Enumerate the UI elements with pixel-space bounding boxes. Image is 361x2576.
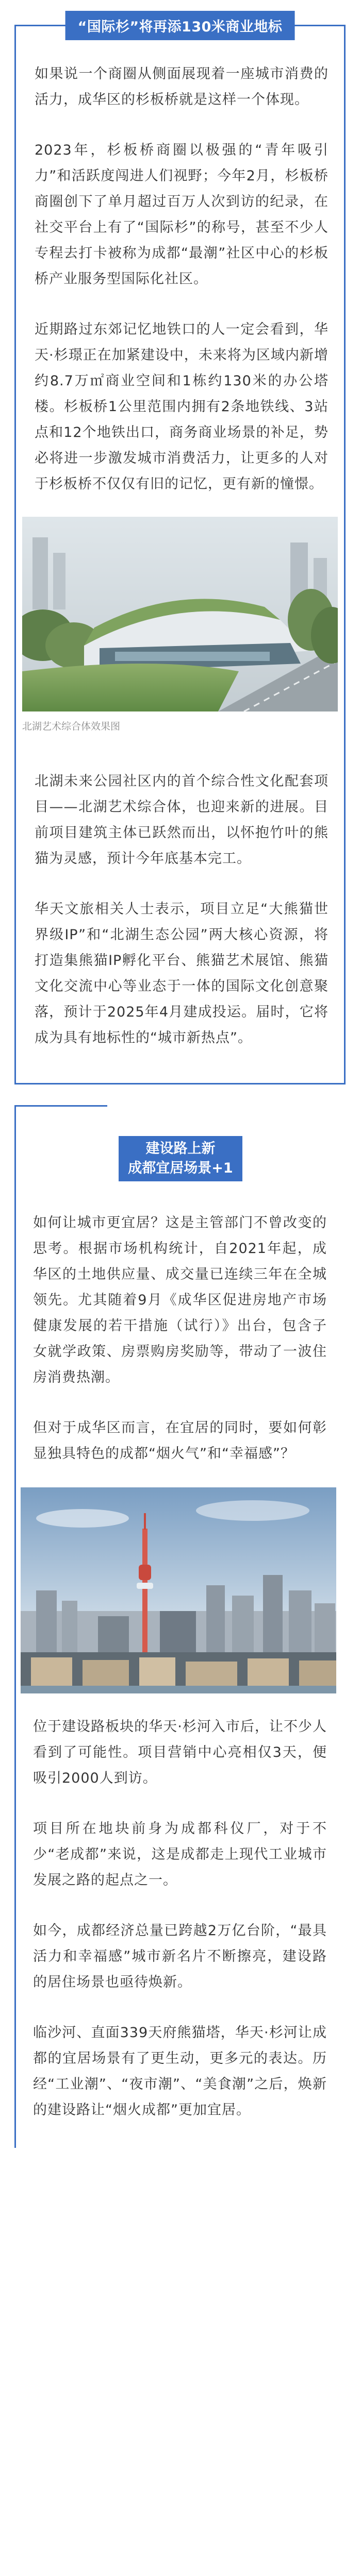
paragraph: 项目所在地块前身为成都科仪厂，对于不少“老成都”来说，这是成都走上现代工业城市发展之路的起点之一。: [33, 1821, 327, 1888]
section-title: “国际杉”将再添130米商业地标: [65, 11, 295, 40]
section-title-badge: [119, 1136, 242, 1181]
paragraph: 华天文旅相关人士表示，项目立足“大熊猫世界级IP”和“北湖生态公园”两大核心资源，将打造集熊猫IP孵化平台、熊猫艺术展馆、熊猫文化交流中心等业态于一体的国际文化创意聚落，预计于2025年4月建成投运。届时，它将成为具有地标性的“城市新热点”。: [35, 901, 329, 1046]
section-title-line: 成都宜居场景+1: [128, 1160, 233, 1176]
paragraph: 北湖未来公园社区内的首个综合性文化配套项目——北湖艺术综合体，也迎来新的进展。目前项目建筑主体已跃然而出，以怀抱竹叶的熊猫为灵感，预计今年底基本完工。: [35, 773, 329, 867]
beihu-art-complex-rendering-image: [22, 517, 338, 711]
city-skyline-panda-tower-image: [21, 1487, 336, 1693]
paragraph: 位于建设路板块的华天·杉河入市后，让不少人看到了可能性。项目营销中心亮相仅3天，便吸引2000人到访。: [33, 1719, 327, 1786]
section-international-shan: [14, 19, 346, 1084]
section-title-line: 建设路上新: [145, 1141, 216, 1157]
paragraph: 但对于成华区而言，在宜居的同时，要如何彰显独具特色的成都“烟火气”和“幸福感”？: [33, 1420, 327, 1462]
image-caption: 北湖艺术综合体效果图: [22, 721, 121, 732]
paragraph: 如今，成都经济总量已跨越2万亿台阶，“最具活力和幸福感”城市新名片不断擦亮，建设路的居住场景也亟待焕新。: [33, 1923, 327, 1990]
paragraph: 近期路过东郊记忆地铁口的人一定会看到，华天·杉璟正在加紧建设中，未来将为区域内新增约8.7万㎡商业空间和1栋约130米的办公塔楼。杉板桥1公里范围内拥有2条地铁线、3站点和12个地铁出口，商务商业场景的补足，势必将进一步激发城市消费活力，让更多的人对于杉板桥不仅仅有旧的记忆，更有新的憧憬。: [35, 321, 329, 492]
paragraph: 如果说一个商圈从侧面展现着一座城市消费的活力，成华区的杉板桥就是这样一个体现。: [35, 66, 329, 108]
paragraph: 如何让城市更宜居？这是主管部门不曾改变的思考。根据市场机构统计，自2021年起，成华区的土地供应量、成交量已连续三年在全城领先。尤其随着9月《成华区促进房地产市场健康发展的若干措施（试行）》出台，包含子女就学政策、房票购房奖励等，带动了一波住房消费热潮。: [33, 1215, 327, 1385]
paragraph: 临沙河、直面339天府熊猫塔，华天·杉河让成都的宜居场景有了更生动，更多元的表达。历经“工业潮”、“夜市潮”、“美食潮”之后，焕新的建设路让“烟火成都”更加宜居。: [33, 2025, 327, 2118]
paragraph: 2023年，杉板桥商圈以极强的“青年吸引力”和活跃度闯进人们视野；今年2月，杉板桥商圈创下了单月超过百万人次到访的纪录，在社交平台上有了“国际杉”的称号，甚至不少人专程去打卡被称为成都“最潮”社区中心的杉板桥产业服务型国际化社区。: [35, 142, 329, 287]
section-title: [0, 1136, 361, 1181]
